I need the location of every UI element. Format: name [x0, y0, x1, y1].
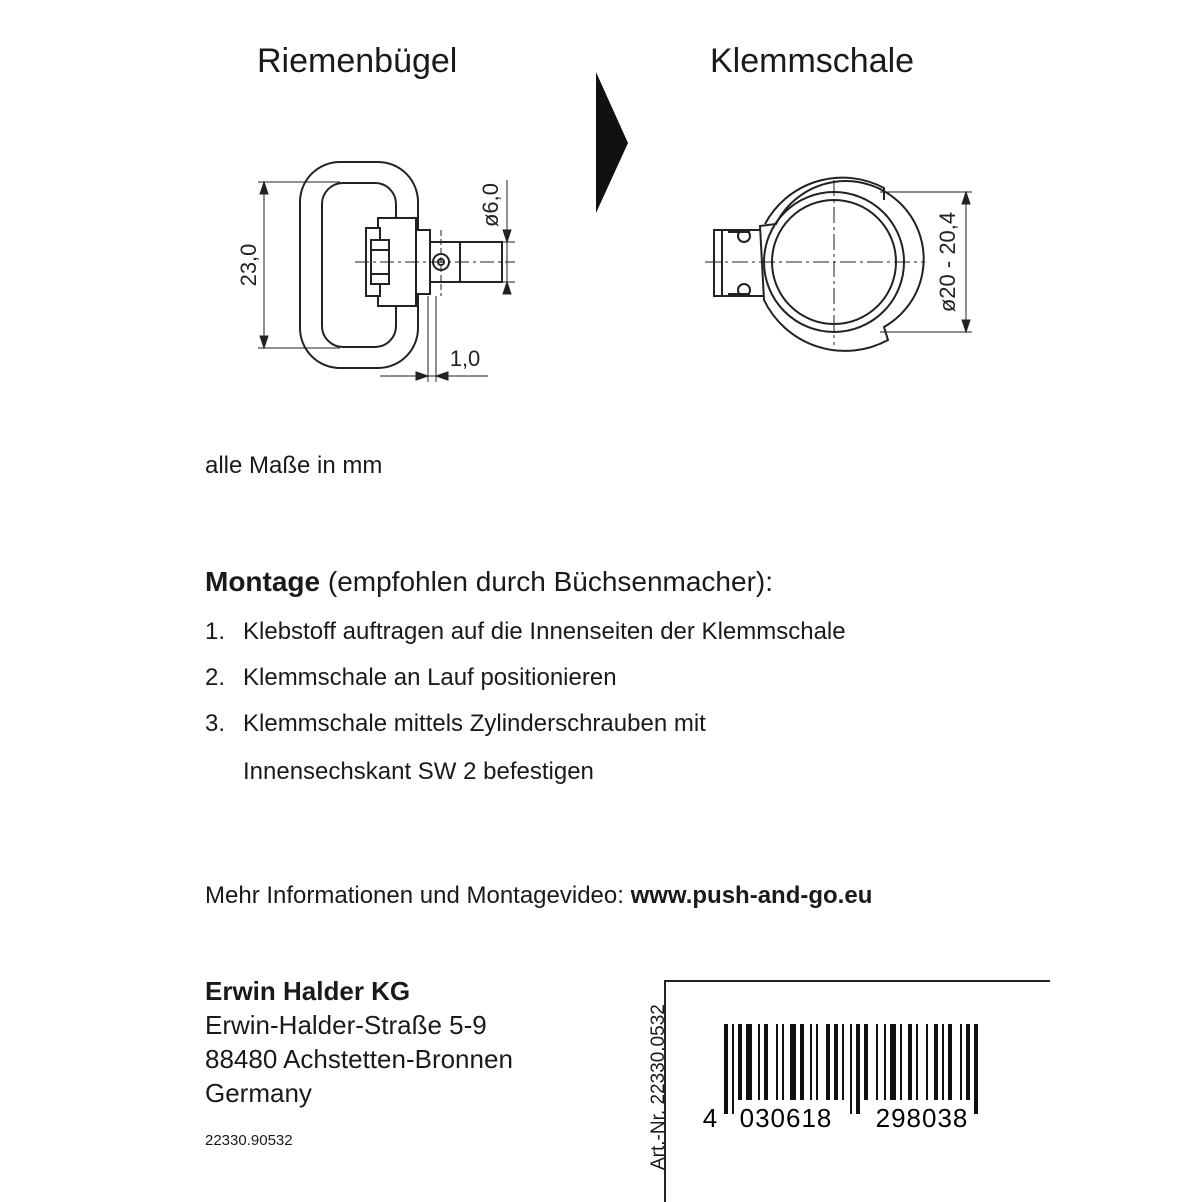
units-note: alle Maße in mm	[205, 452, 383, 479]
company-block	[205, 974, 513, 1110]
barcode-bar	[916, 1024, 918, 1100]
barcode-bar	[816, 1024, 818, 1100]
barcode-bar	[864, 1024, 868, 1100]
list-item: 1. Klebstoff auftragen auf die Innenseiten der Klemmschale	[205, 618, 846, 645]
document-code: 22330.90532	[205, 1132, 293, 1149]
barcode-bar	[942, 1024, 944, 1100]
barcode-bar	[908, 1024, 912, 1100]
barcode-bar	[764, 1024, 768, 1100]
barcode-bar	[890, 1024, 896, 1100]
assembly-heading-suffix: (empfohlen durch Büchsenmacher):	[327, 566, 774, 597]
klemmschale-title: Klemmschale	[710, 42, 915, 80]
barcode	[700, 1024, 1000, 1134]
barcode-bar	[900, 1024, 902, 1100]
list-item-continuation: Innensechskant SW 2 befestigen	[243, 758, 594, 785]
list-item: 2. Klemmschale an Lauf positionieren	[205, 664, 617, 691]
dim-diameter-range-label: ø20 - 20,4	[935, 211, 960, 313]
barcode-bar	[724, 1024, 728, 1114]
assembly-heading-bold: Montage	[205, 566, 321, 597]
barcode-digit-first: 4	[702, 1103, 718, 1133]
barcode-bar	[884, 1024, 886, 1100]
barcode-bar	[966, 1024, 970, 1100]
list-item: 3. Klemmschale mittels Zylinderschrauben mit	[205, 710, 706, 737]
barcode-bar	[800, 1024, 804, 1100]
article-number: Art.-Nr. 22330.0532	[648, 1004, 669, 1170]
barcode-bar	[850, 1024, 852, 1114]
riemenbuegel-title: Riemenbügel	[257, 42, 458, 80]
company-street: Erwin-Halder-Straße 5-9	[205, 1010, 487, 1040]
barcode-bar	[758, 1024, 760, 1100]
barcode-bar	[790, 1024, 796, 1100]
company-country: Germany	[205, 1078, 312, 1108]
dim-height-label: 23,0	[236, 243, 261, 287]
barcode-bar	[960, 1024, 962, 1100]
barcode-bar	[732, 1024, 734, 1114]
barcode-bar	[738, 1024, 742, 1100]
website-link[interactable]: www.push-and-go.eu	[630, 882, 873, 909]
clamp-shell	[760, 181, 924, 351]
barcode-bar	[776, 1024, 778, 1100]
arrow-right-icon	[596, 72, 628, 213]
barcode-bar	[856, 1024, 860, 1114]
barcode-bar	[926, 1024, 928, 1100]
assembly-heading	[205, 566, 773, 598]
barcode-bar	[810, 1024, 812, 1100]
dim-offset-label: 1,0	[449, 346, 481, 371]
barcode-bar	[974, 1024, 978, 1114]
barcode-bar	[746, 1024, 752, 1100]
info-prefix: Mehr Informationen und Montagevideo:	[205, 882, 631, 909]
dim-diameter-small-label: ø6,0	[478, 182, 503, 228]
company-name: Erwin Halder KG	[205, 976, 411, 1006]
barcode-bar	[842, 1024, 844, 1100]
barcode-digits-right: 298038	[875, 1103, 969, 1133]
barcode-bar	[826, 1024, 830, 1100]
barcode-bar	[948, 1024, 952, 1100]
barcode-bar	[782, 1024, 784, 1100]
barcode-bar	[834, 1024, 838, 1100]
barcode-bar	[934, 1024, 938, 1100]
technical-drawing	[0, 0, 1200, 420]
company-city: 88480 Achstetten-Bronnen	[205, 1044, 513, 1074]
info-line	[205, 882, 872, 910]
barcode-digits-left: 030618	[739, 1103, 833, 1133]
barcode-bar	[876, 1024, 878, 1100]
